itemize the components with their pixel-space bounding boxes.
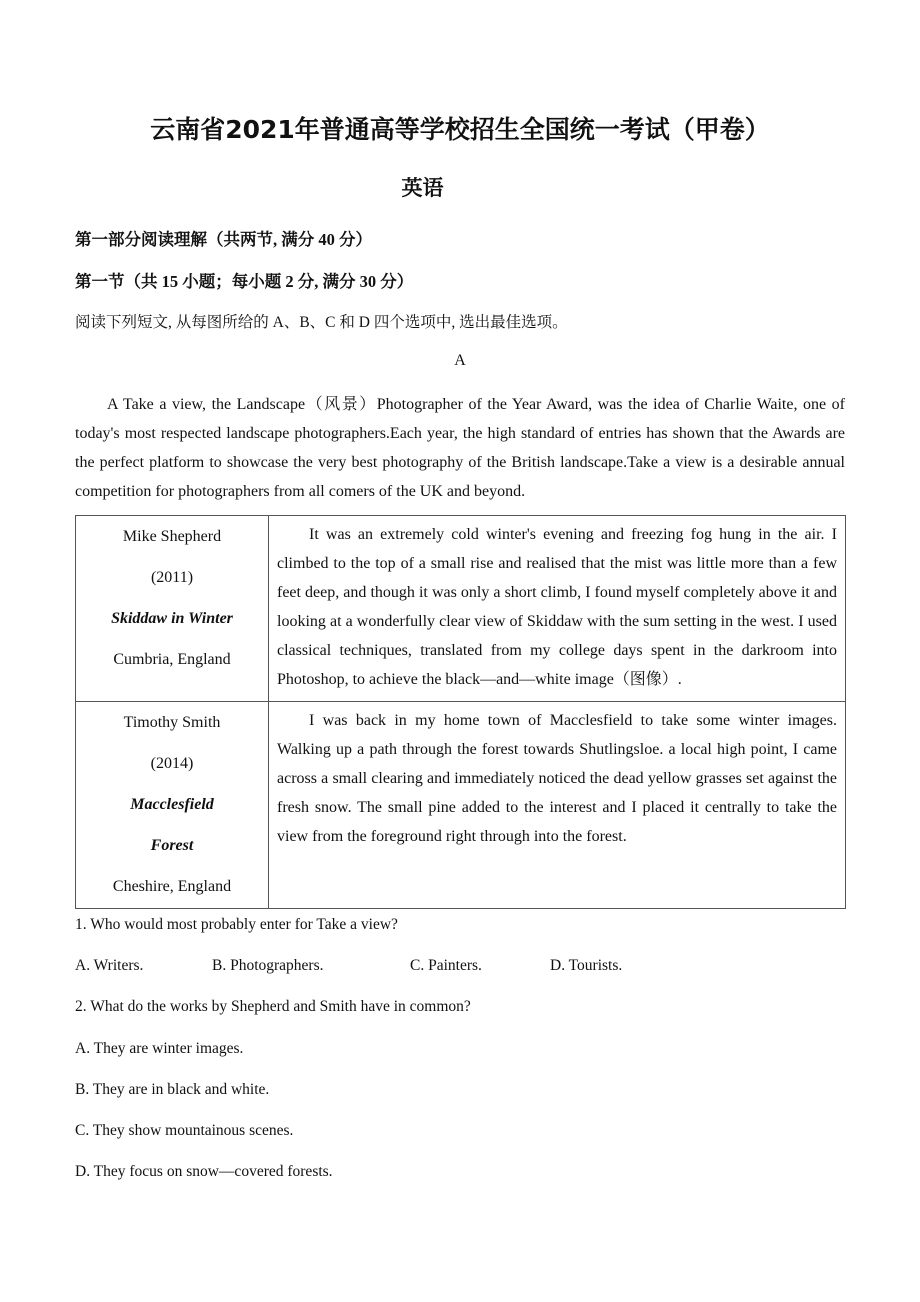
- entry-place: Cumbria, England: [113, 651, 231, 668]
- work-title: Macclesfield: [130, 796, 214, 813]
- q2-option-d: D. They focus on snow—covered forests.: [75, 1163, 333, 1180]
- subject-heading: 英语: [401, 176, 444, 200]
- q1-option-c: C. Painters.: [410, 957, 482, 974]
- entry-info: [76, 516, 269, 702]
- q2-option-b: B. They are in black and white.: [75, 1081, 270, 1098]
- entry-year: (2014): [150, 755, 194, 772]
- question-2-stem: 2. What do the works by Shepherd and Smith have in common?: [75, 998, 471, 1015]
- part-heading: 第一部分阅读理解（共两节, 满分 40 分）: [75, 230, 372, 249]
- entry-place: Cheshire, England: [112, 878, 232, 895]
- passage-label: A: [454, 352, 466, 369]
- section-heading: 第一节（共 15 小题；每小题 2 分, 满分 30 分）: [75, 272, 414, 291]
- entry-info: [76, 702, 269, 909]
- intro-paragraph: A Take a view, the Landscape（风景）Photographer of the Year Award, was the idea of Charlie Waite, one of today's most respected landscape photographers.Each year, the high standard of entries has shown that the Awards are the perfect platform to showcase the very best photography of the British landscape.Take a view is a desirable annual competition for photographers from all comers of the UK and beyond.: [75, 396, 845, 500]
- q1-option-b: B. Photographers.: [212, 957, 324, 974]
- entries-table: [75, 515, 846, 909]
- table-row: [76, 702, 846, 909]
- entry-text: I was back in my home town of Macclesfield to take some winter images. Walking up a path through the forest towards Shutlingsloe. a local high point, I came across a small clearing and immediately noticed the dead yellow grasses set against the fresh snow. The small pine added to the interest and I placed it centrally to take the view from the foreground right through into the forest.: [269, 702, 846, 909]
- q1-option-d: D. Tourists.: [550, 957, 623, 974]
- entry-year: (2011): [150, 569, 194, 586]
- photographer-name: Mike Shepherd: [122, 528, 222, 545]
- q2-option-c: C. They show mountainous scenes.: [75, 1122, 294, 1139]
- table-row: [76, 516, 846, 702]
- instructions: 阅读下列短文, 从每图所给的 A、B、C 和 D 四个选项中, 选出最佳选项。: [75, 314, 568, 331]
- document-title: 云南省2021年普通高等学校招生全国统一考试（甲卷）: [150, 115, 770, 144]
- work-title: Skiddaw in Winter: [111, 610, 233, 627]
- q2-option-a: A. They are winter images.: [75, 1040, 244, 1057]
- q1-option-a: A. Writers.: [75, 957, 144, 974]
- photographer-name: Timothy Smith: [123, 714, 221, 731]
- entry-text: It was an extremely cold winter's evening and freezing fog hung in the air. I climbed to the top of a small rise and realised that the mist was little more than a few feet deep, and though it was only a short climb, I found myself completely above it and looking at a wonderfully clear view of Skiddaw with the sum setting in the west. I used classical techniques, translated from my college days spent in the darkroom into Photoshop, to achieve the black—and—white image（图像）.: [269, 516, 846, 702]
- work-title-cont: Forest: [150, 837, 194, 854]
- question-1-stem: 1. Who would most probably enter for Take a view?: [75, 916, 398, 933]
